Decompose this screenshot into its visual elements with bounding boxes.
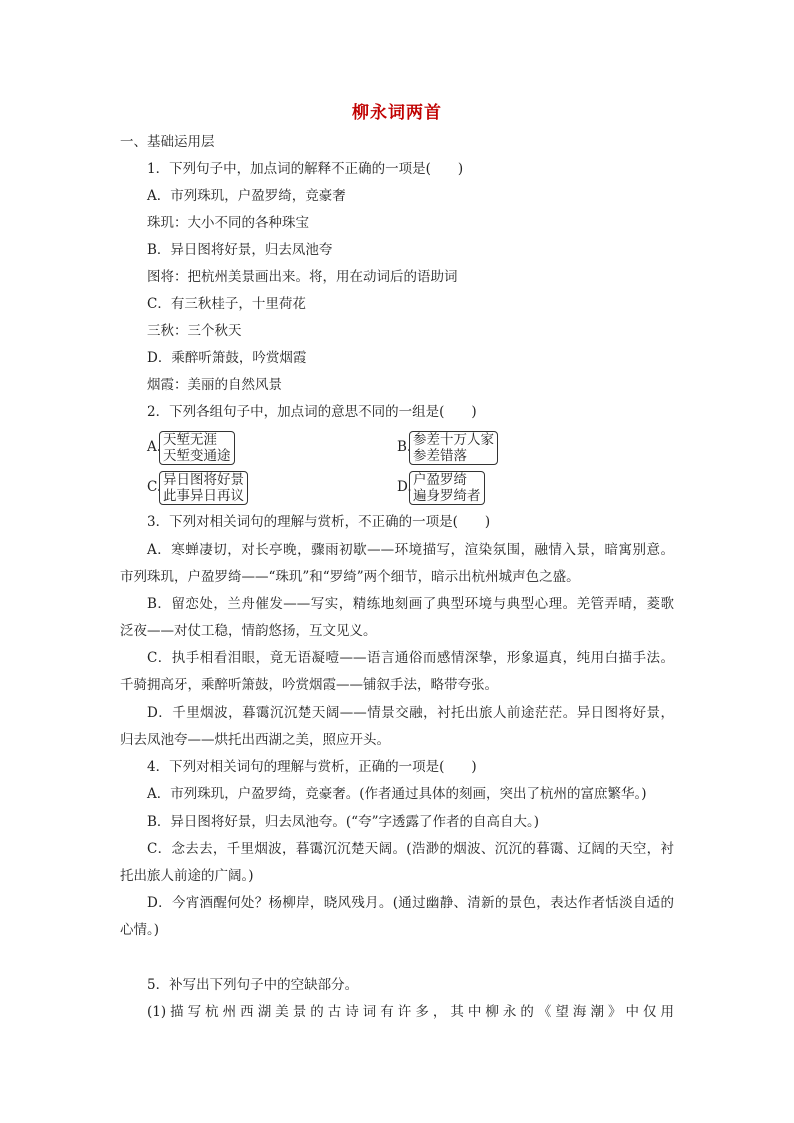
page-title: 柳永词两首 [352, 103, 442, 123]
option-bracket [409, 431, 498, 465]
option-label: D. [397, 479, 412, 495]
question-2: 2．下列各组句子中，加点词的意思不同的一组是( ) [147, 404, 477, 420]
option-label: A. [147, 439, 162, 455]
option-line: 户盈罗绮 [413, 472, 467, 488]
q1-option-d-gloss: 烟霞：美丽的自然风景 [147, 377, 282, 393]
q1-option-b: B．异日图将好景，归去凤池夸 [147, 242, 333, 258]
question-5: 5．补写出下列句子中的空缺部分。 [147, 977, 359, 993]
q4-option-d-cont: 心情。) [120, 922, 160, 938]
q1-option-c: C．有三秋桂子，十里荷花 [147, 296, 306, 312]
q3-option-c-cont: 千骑拥高牙，乘醉听箫鼓，吟赏烟霞——铺叙手法，略带夸张。 [120, 677, 498, 693]
q1-option-a-gloss: 珠玑：大小不同的各种珠宝 [147, 215, 309, 231]
option-line: 遍身罗绮者 [413, 488, 481, 504]
q1-option-c-gloss: 三秋：三个秋天 [147, 323, 242, 339]
q4-option-c: C．念去去，千里烟波，暮霭沉沉楚天阔。(浩渺的烟波、沉沉的暮霭、辽阔的天空，衬 [147, 841, 674, 857]
q4-option-c-cont: 托出旅人前途的广阔。) [120, 868, 254, 884]
q1-option-b-gloss: 图将：把杭州美景画出来。将，用在动词后的语助词 [147, 269, 458, 285]
option-bracket [159, 471, 248, 505]
option-bracket [409, 471, 485, 505]
q3-option-d: D．千里烟波，暮霭沉沉楚天阔——情景交融，衬托出旅人前途茫茫。异日图将好景， [147, 705, 674, 721]
option-line: 天堑变通途 [163, 448, 231, 464]
q4-option-d: D．今宵酒醒何处？杨柳岸，晓风残月。(通过幽静、清新的景色，表达作者恬淡自适的 [147, 895, 674, 911]
question-1: 1．下列句子中，加点词的解释不正确的一项是( ) [147, 161, 464, 177]
q3-option-b: B．留恋处，兰舟催发——写实，精练地刻画了典型环境与典型心理。羌管弄晴，菱歌 [147, 596, 674, 612]
q1-option-d: D．乘醉听箫鼓，吟赏烟霞 [147, 350, 307, 366]
question-3: 3．下列对相关词句的理解与赏析，不正确的一项是( ) [147, 514, 491, 530]
q5-item-1: (1)描写杭州西湖美景的古诗词有许多，其中柳永的《望海潮》中仅用 [147, 1004, 674, 1020]
option-line: 此事异日再议 [163, 488, 244, 504]
q4-option-b: B．异日图将好景，归去凤池夸。(“夸”字透露了作者的自高自大。) [147, 814, 540, 830]
section-heading: 一、基础运用层 [120, 134, 215, 150]
q3-option-c: C．执手相看泪眼，竟无语凝噎——语言通俗而感情深挚，形象逼真，纯用白描手法。 [147, 650, 674, 666]
q1-option-a: A．市列珠玑，户盈罗绮，竞豪奢 [147, 188, 346, 204]
option-label: B. [397, 439, 412, 455]
q3-option-a: A．寒蝉凄切，对长亭晚，骤雨初歇——环境描写，渲染氛围，融情入景，暗寓别意。 [147, 542, 674, 558]
q3-option-a-cont: 市列珠玑，户盈罗绮——“珠玑”和“罗绮”两个细节，暗示出杭州城声色之盛。 [120, 569, 580, 585]
option-line: 参差十万人家 [413, 432, 494, 448]
q3-option-d-cont: 归去凤池夸——烘托出西湖之美，照应开头。 [120, 732, 390, 748]
q4-option-a: A．市列珠玑，户盈罗绮，竞豪奢。(作者通过具体的刻画，突出了杭州的富庶繁华。) [147, 786, 647, 802]
option-bracket [159, 431, 235, 465]
q3-option-b-cont: 泛夜——对仗工稳，情韵悠扬，互文见义。 [120, 623, 377, 639]
option-line: 天堑无涯 [163, 432, 217, 448]
option-line: 异日图将好景 [163, 472, 244, 488]
option-label: C. [147, 479, 162, 495]
option-line: 参差错落 [413, 448, 467, 464]
question-4: 4．下列对相关词句的理解与赏析，正确的一项是( ) [147, 759, 477, 775]
